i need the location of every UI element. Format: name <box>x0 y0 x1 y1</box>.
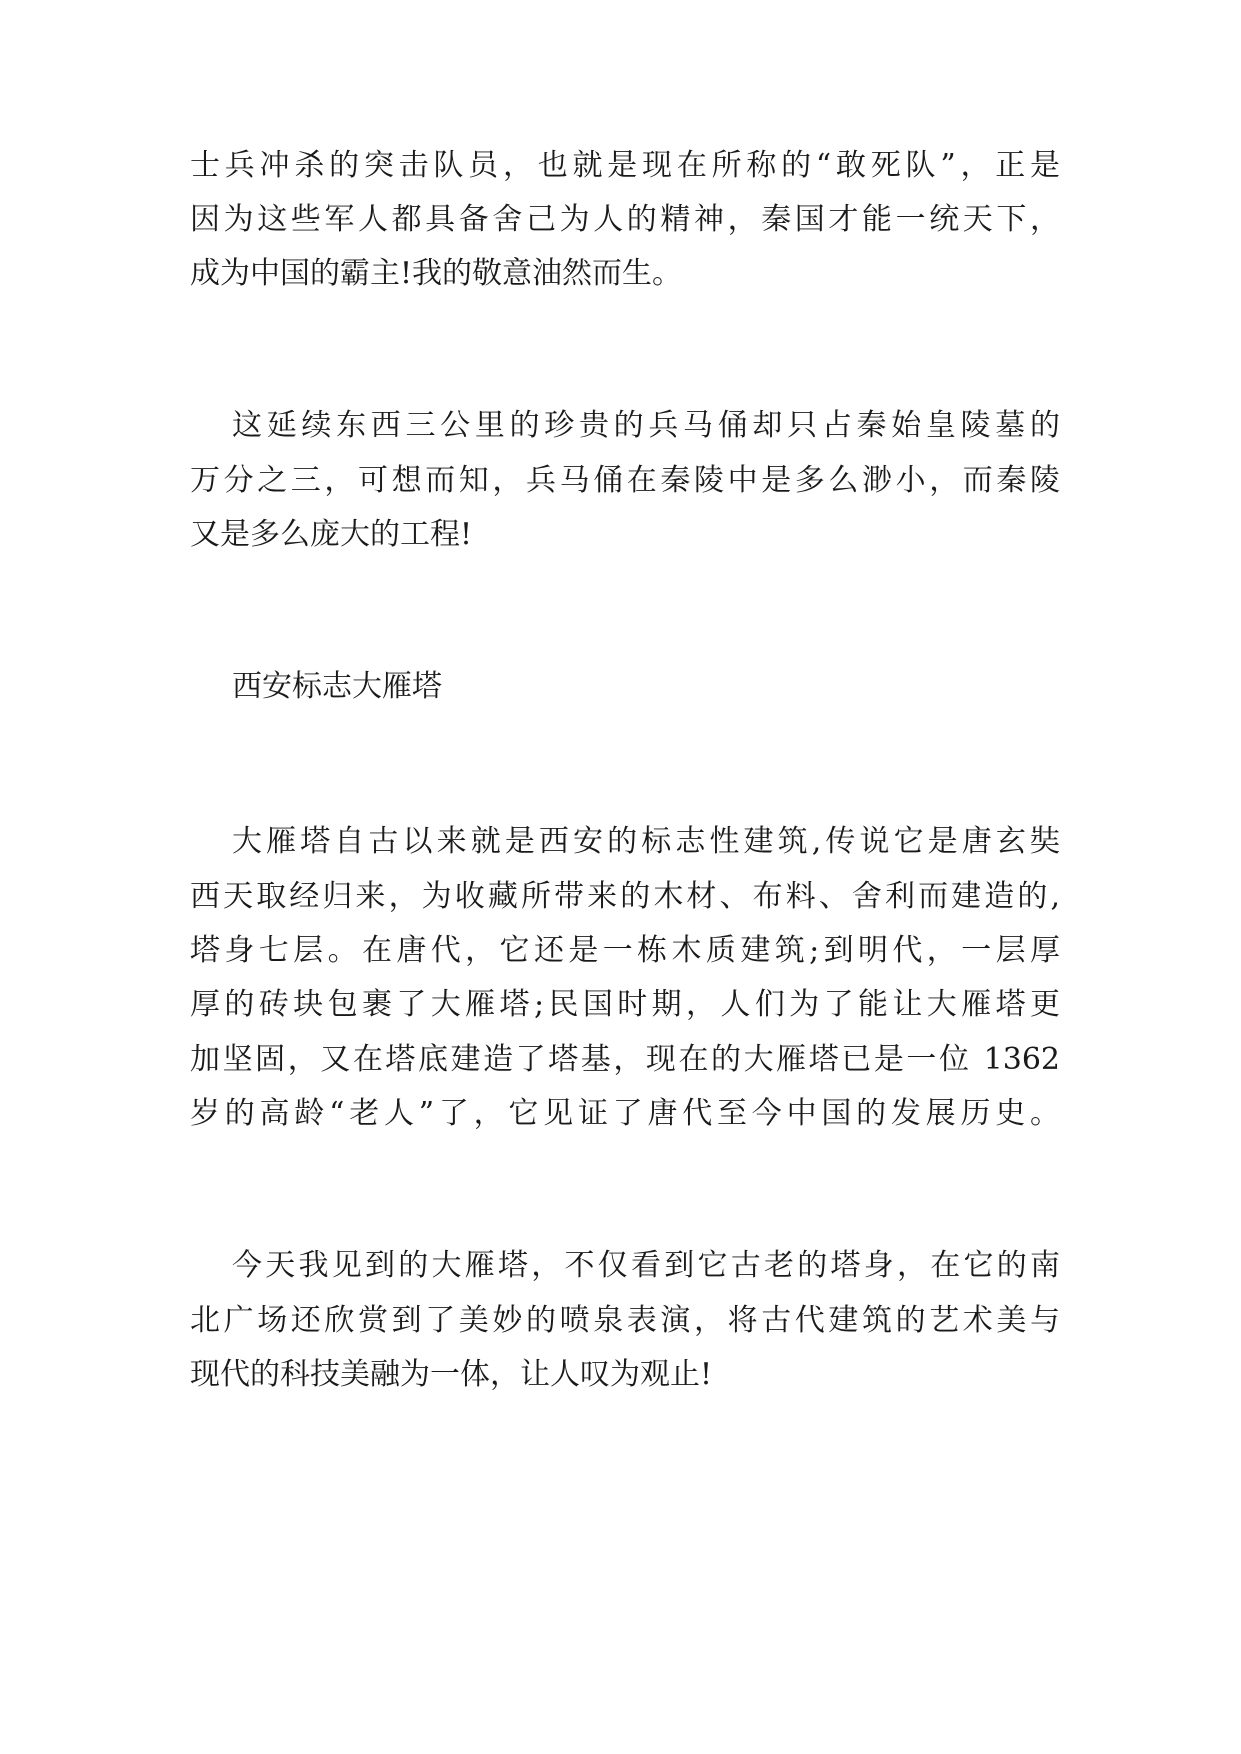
paragraph-4-line-1: 今天我见到的大雁塔，不仅看到它古老的塔身，在它的南 <box>232 1248 1060 1283</box>
paragraph-2-line-1: 这延续东西三公里的珍贵的兵马俑却只占秦始皇陵墓的 <box>232 408 1060 443</box>
section-heading: 西安标志大雁塔 <box>232 669 442 704</box>
paragraph-1-line-1: 士兵冲杀的突击队员，也就是现在所称的“敢死队”，正是 <box>190 148 1060 183</box>
paragraph-1-line-2: 因为这些军人都具备舍己为人的精神，秦国才能一统天下， <box>190 202 1060 237</box>
paragraph-3-line-2: 西天取经归来，为收藏所带来的木材、布料、舍利而建造的, <box>190 879 1060 914</box>
paragraph-3-line-1: 大雁塔自古以来就是西安的标志性建筑,传说它是唐玄奘 <box>232 824 1060 859</box>
paragraph-4-line-3: 现代的科技美融为一体，让人叹为观止! <box>190 1357 713 1392</box>
paragraph-4-line-2: 北广场还欣赏到了美妙的喷泉表演，将古代建筑的艺术美与 <box>190 1303 1060 1338</box>
paragraph-3-line-5: 加坚固，又在塔底建造了塔基，现在的大雁塔已是一位 1362 <box>190 1042 1060 1077</box>
paragraph-1-line-3: 成为中国的霸主!我的敬意油然而生。 <box>190 256 683 291</box>
paragraph-3-line-3: 塔身七层。在唐代，它还是一栋木质建筑;到明代，一层厚 <box>190 933 1060 968</box>
paragraph-3-line-4: 厚的砖块包裹了大雁塔;民国时期，人们为了能让大雁塔更 <box>190 987 1060 1022</box>
paragraph-2-line-2: 万分之三，可想而知，兵马俑在秦陵中是多么渺小，而秦陵 <box>190 463 1060 498</box>
paragraph-3-line-6: 岁的高龄“老人”了，它见证了唐代至今中国的发展历史。 <box>190 1096 1060 1131</box>
paragraph-2-line-3: 又是多么庞大的工程! <box>190 517 473 552</box>
